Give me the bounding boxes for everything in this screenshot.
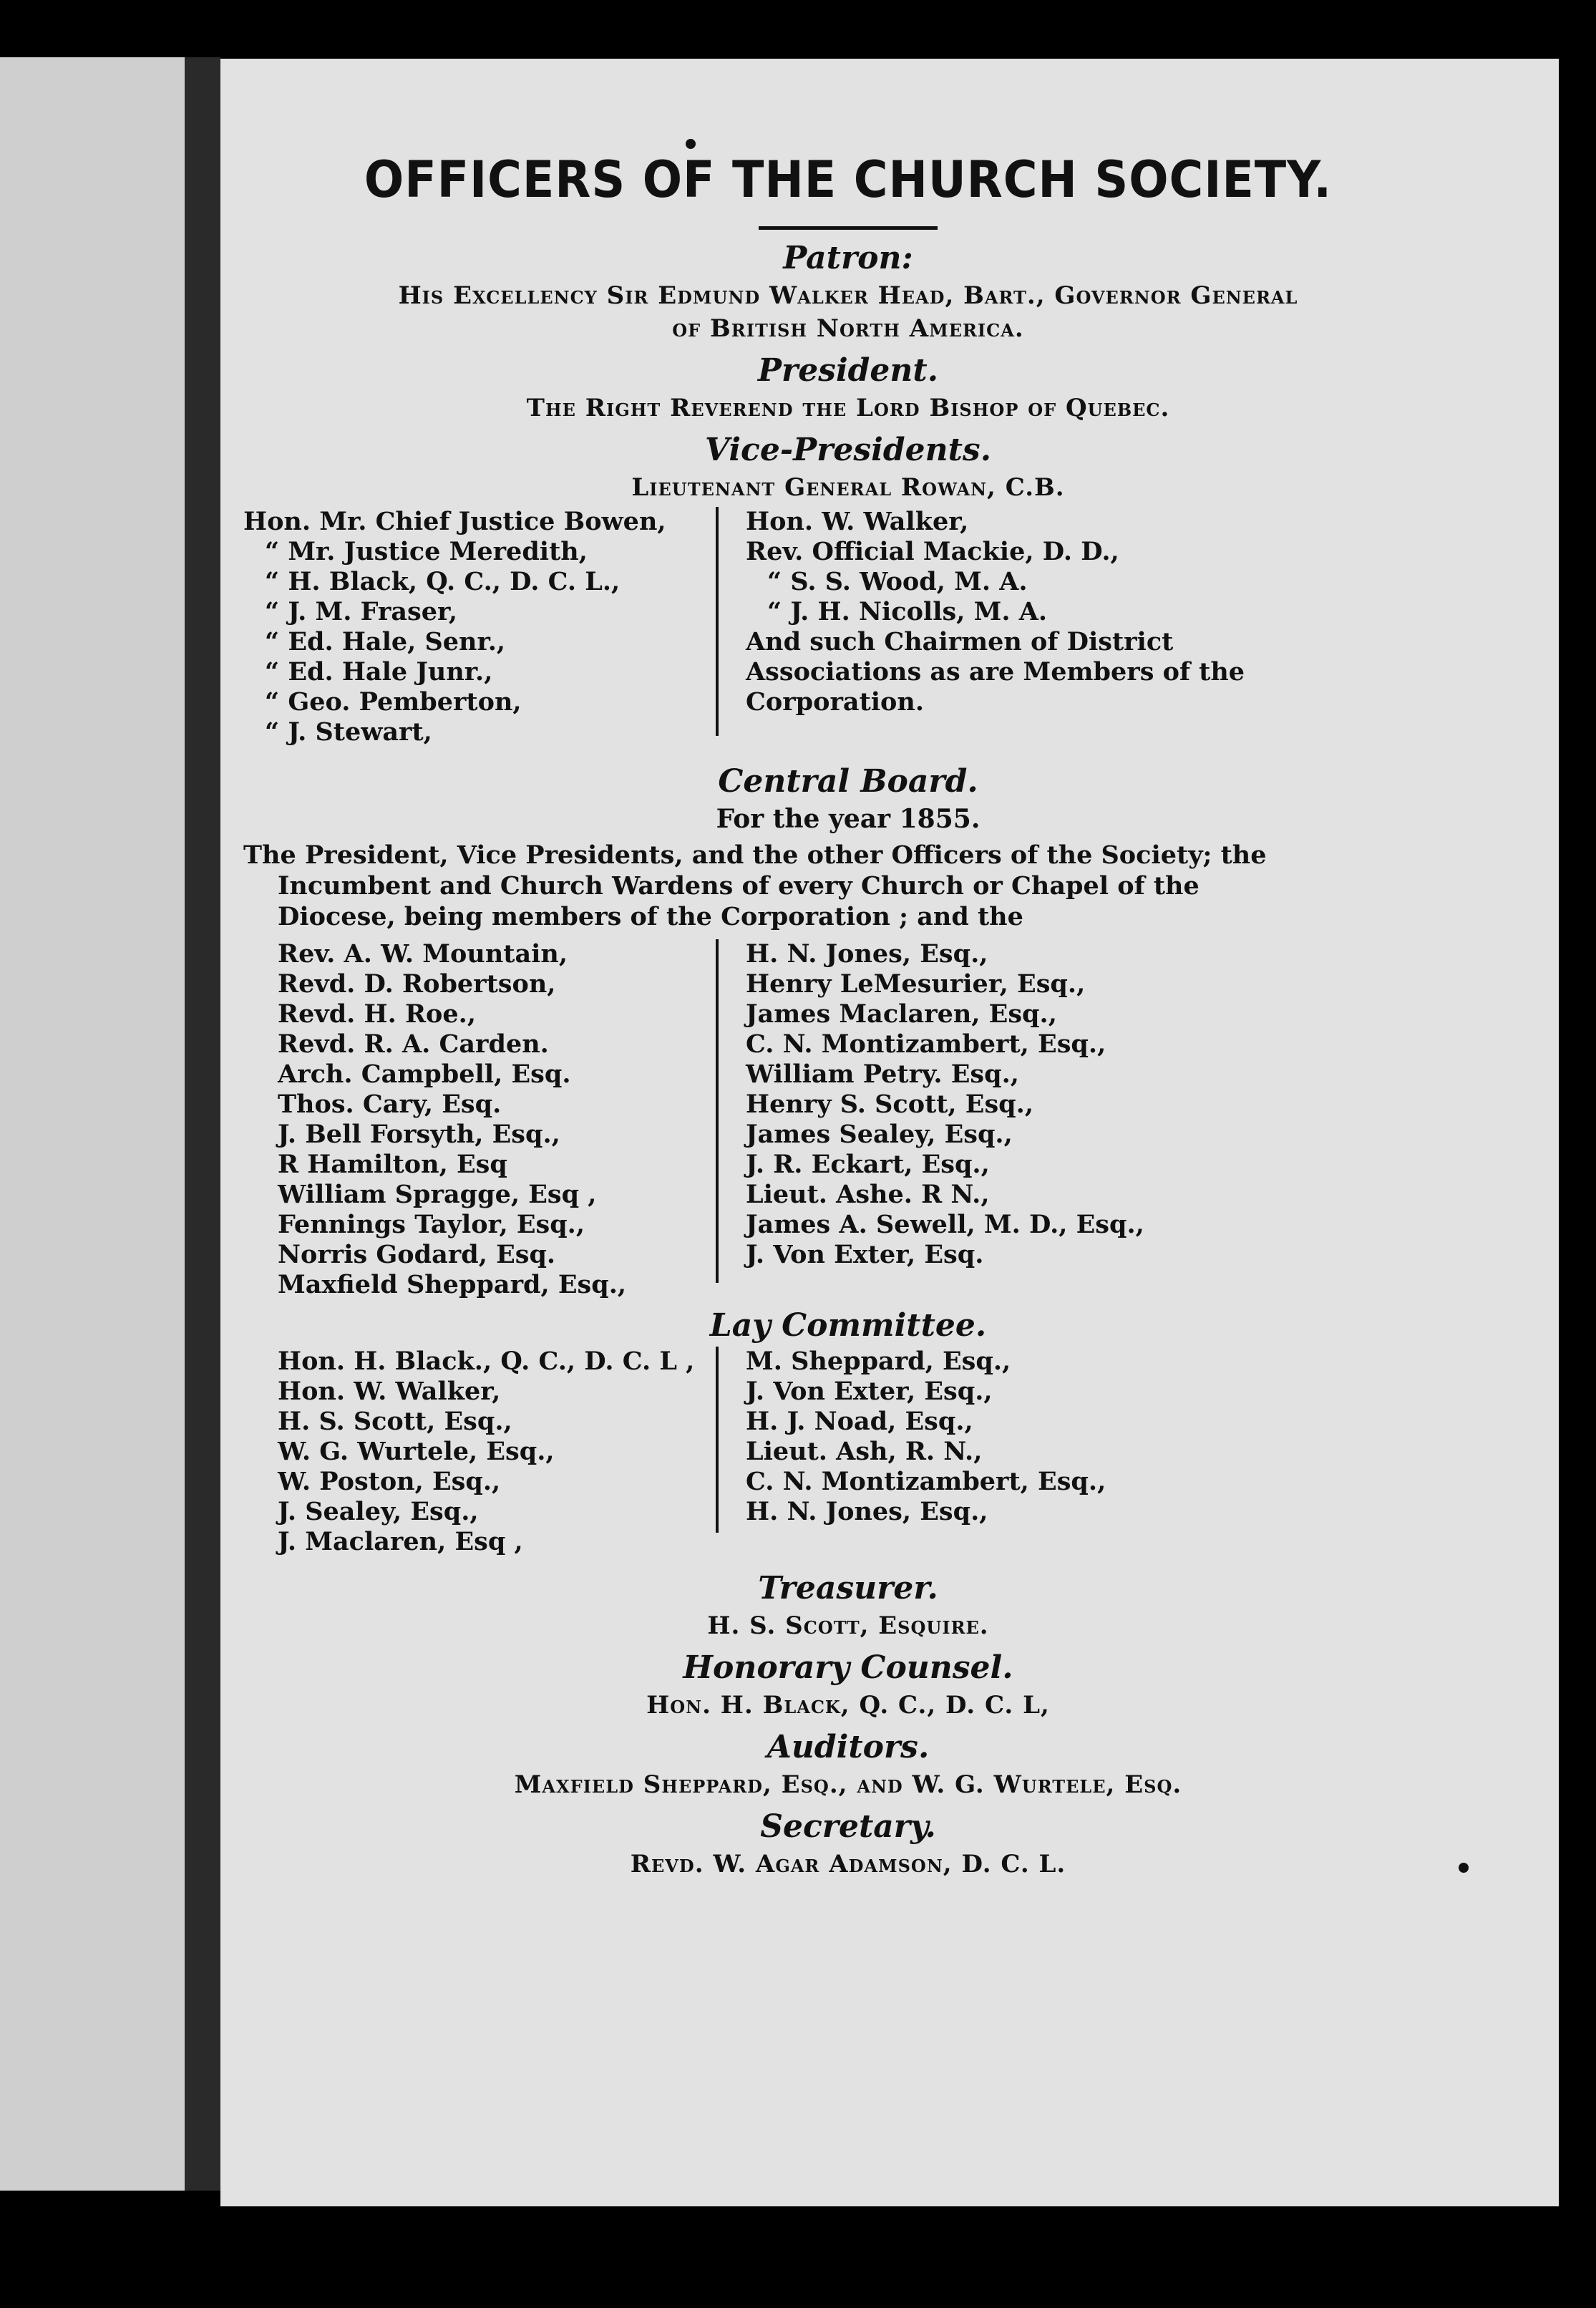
list-item: J. Maclaren, Esq ,: [278, 1527, 523, 1556]
list-item: Revd. H. Roe.,: [278, 999, 477, 1029]
counsel-heading: Honorary Counsel.: [683, 1649, 1013, 1686]
list-item: “ Geo. Pemberton,: [265, 687, 522, 717]
central-board-right-column: [716, 939, 1144, 1283]
list-item: Rev. A. W. Mountain,: [278, 939, 568, 969]
list-item: R Hamilton, Esq: [278, 1150, 507, 1179]
description-line: The President, Vice Presidents, and the other Officers of the Society; the: [243, 840, 1267, 870]
treasurer-name: H. S. Scott, Esquire.: [707, 1611, 989, 1640]
list-item: Lieut. Ashe. R N.,: [746, 1180, 990, 1209]
patron-heading: Patron:: [783, 240, 913, 276]
binding-gutter: [185, 57, 220, 2191]
list-item: “ J. H. Nicolls, M. A.: [767, 597, 1048, 626]
list-item: William Spragge, Esq ,: [278, 1180, 597, 1209]
list-item: Arch. Campbell, Esq.: [278, 1060, 571, 1089]
list-item: M. Sheppard, Esq.,: [746, 1347, 1011, 1376]
list-item: Maxfield Sheppard, Esq.,: [278, 1270, 627, 1299]
secretary-heading: Secretary.: [760, 1808, 936, 1845]
vice-presidents-left-column: [243, 507, 716, 747]
list-item: Thos. Cary, Esq.: [278, 1090, 502, 1119]
list-item: Rev. Official Mackie, D. D.,: [746, 537, 1119, 566]
list-item: “ J. M. Fraser,: [265, 597, 458, 626]
list-item: H. N. Jones, Esq.,: [746, 939, 988, 969]
counsel-name: Hon. H. Black, Q. C., D. C. L,: [646, 1691, 1050, 1720]
list-item: J. Von Exter, Esq.: [746, 1240, 984, 1269]
list-item: Hon. W. Walker,: [278, 1377, 501, 1406]
patron-line-2: of British North America.: [672, 314, 1024, 343]
auditors-names: Maxfield Sheppard, Esq., and W. G. Wurtele, Esq.: [514, 1770, 1182, 1799]
vice-presidents-heading: Vice-Presidents.: [704, 432, 992, 468]
list-item: J. R. Eckart, Esq.,: [746, 1150, 990, 1179]
list-item: Henry S. Scott, Esq.,: [746, 1090, 1034, 1119]
facing-page-edge: [0, 57, 185, 2191]
list-item: Hon. Mr. Chief Justice Bowen,: [243, 507, 666, 536]
list-item: Henry LeMesurier, Esq.,: [746, 969, 1086, 999]
secretary-name: Revd. W. Agar Adamson, D. C. L.: [630, 1850, 1066, 1878]
list-item: Revd. D. Robertson,: [278, 969, 556, 999]
vice-presidents-list: [243, 507, 1453, 747]
list-item: H. S. Scott, Esq.,: [278, 1407, 512, 1436]
list-item: Corporation.: [746, 687, 925, 717]
list-item: Norris Godard, Esq.: [278, 1240, 556, 1269]
list-item: H. N. Jones, Esq.,: [746, 1497, 988, 1526]
list-item: William Petry. Esq.,: [746, 1060, 1019, 1089]
list-item: James Sealey, Esq.,: [746, 1120, 1013, 1149]
vice-presidents-right-column: [716, 507, 1245, 736]
list-item: J. Sealey, Esq.,: [278, 1497, 479, 1526]
list-item: James Maclaren, Esq.,: [746, 999, 1057, 1029]
list-item: James A. Sewell, M. D., Esq.,: [746, 1210, 1144, 1239]
ink-speck: [1459, 1863, 1469, 1873]
list-item: “ H. Black, Q. C., D. C. L.,: [265, 567, 621, 596]
central-board-year: For the year 1855.: [716, 804, 981, 834]
list-item: Lieut. Ash, R. N.,: [746, 1437, 983, 1466]
description-line: Incumbent and Church Wardens of every Church or Chapel of the: [278, 871, 1200, 901]
list-item: H. J. Noad, Esq.,: [746, 1407, 973, 1436]
president-name: The Right Reverend the Lord Bishop of Quebec.: [526, 394, 1170, 422]
auditors-heading: Auditors.: [767, 1729, 930, 1765]
treasurer-heading: Treasurer.: [758, 1570, 938, 1606]
president-heading: President.: [757, 352, 939, 389]
lay-committee-right-column: [716, 1347, 1106, 1533]
lay-committee-left-column: [243, 1347, 716, 1557]
patron-line-1: His Excellency Sir Edmund Walker Head, Bart., Governor General: [398, 281, 1298, 310]
central-board-left-column: [243, 939, 716, 1300]
page-content: [243, 150, 1453, 1881]
list-item: “ S. S. Wood, M. A.: [767, 567, 1028, 596]
central-board-list: [243, 939, 1453, 1300]
list-item: And such Chairmen of District: [746, 627, 1174, 656]
list-item: Hon. W. Walker,: [746, 507, 969, 536]
list-item: Revd. R. A. Carden.: [278, 1029, 549, 1059]
lay-committee-heading: Lay Committee.: [709, 1307, 987, 1344]
lay-committee-list: [243, 1347, 1453, 1557]
list-item: Hon. H. Black., Q. C., D. C. L ,: [278, 1347, 695, 1376]
list-item: W. G. Wurtele, Esq.,: [278, 1437, 555, 1466]
title-rule: [759, 226, 938, 230]
central-board-heading: Central Board.: [718, 763, 978, 800]
ink-speck: [686, 139, 696, 149]
list-item: C. N. Montizambert, Esq.,: [746, 1467, 1106, 1496]
list-item: “ Ed. Hale, Senr.,: [265, 627, 506, 656]
list-item: W. Poston, Esq.,: [278, 1467, 501, 1496]
central-board-description: [243, 840, 1453, 932]
page-title: OFFICERS OF THE CHURCH SOCIETY.: [364, 150, 1333, 209]
list-item: “ Ed. Hale Junr.,: [265, 657, 493, 687]
list-item: C. N. Montizambert, Esq.,: [746, 1029, 1106, 1059]
list-item: Associations as are Members of the: [746, 657, 1245, 687]
list-item: J. Bell Forsyth, Esq.,: [278, 1120, 560, 1149]
list-item: “ Mr. Justice Meredith,: [265, 537, 588, 566]
description-line: Diocese, being members of the Corporation ; and the: [278, 902, 1023, 931]
list-item: J. Von Exter, Esq.,: [746, 1377, 993, 1406]
vice-presidents-lead: Lieutenant General Rowan, C.B.: [631, 473, 1065, 502]
list-item: “ J. Stewart,: [265, 717, 432, 747]
list-item: Fennings Taylor, Esq.,: [278, 1210, 585, 1239]
